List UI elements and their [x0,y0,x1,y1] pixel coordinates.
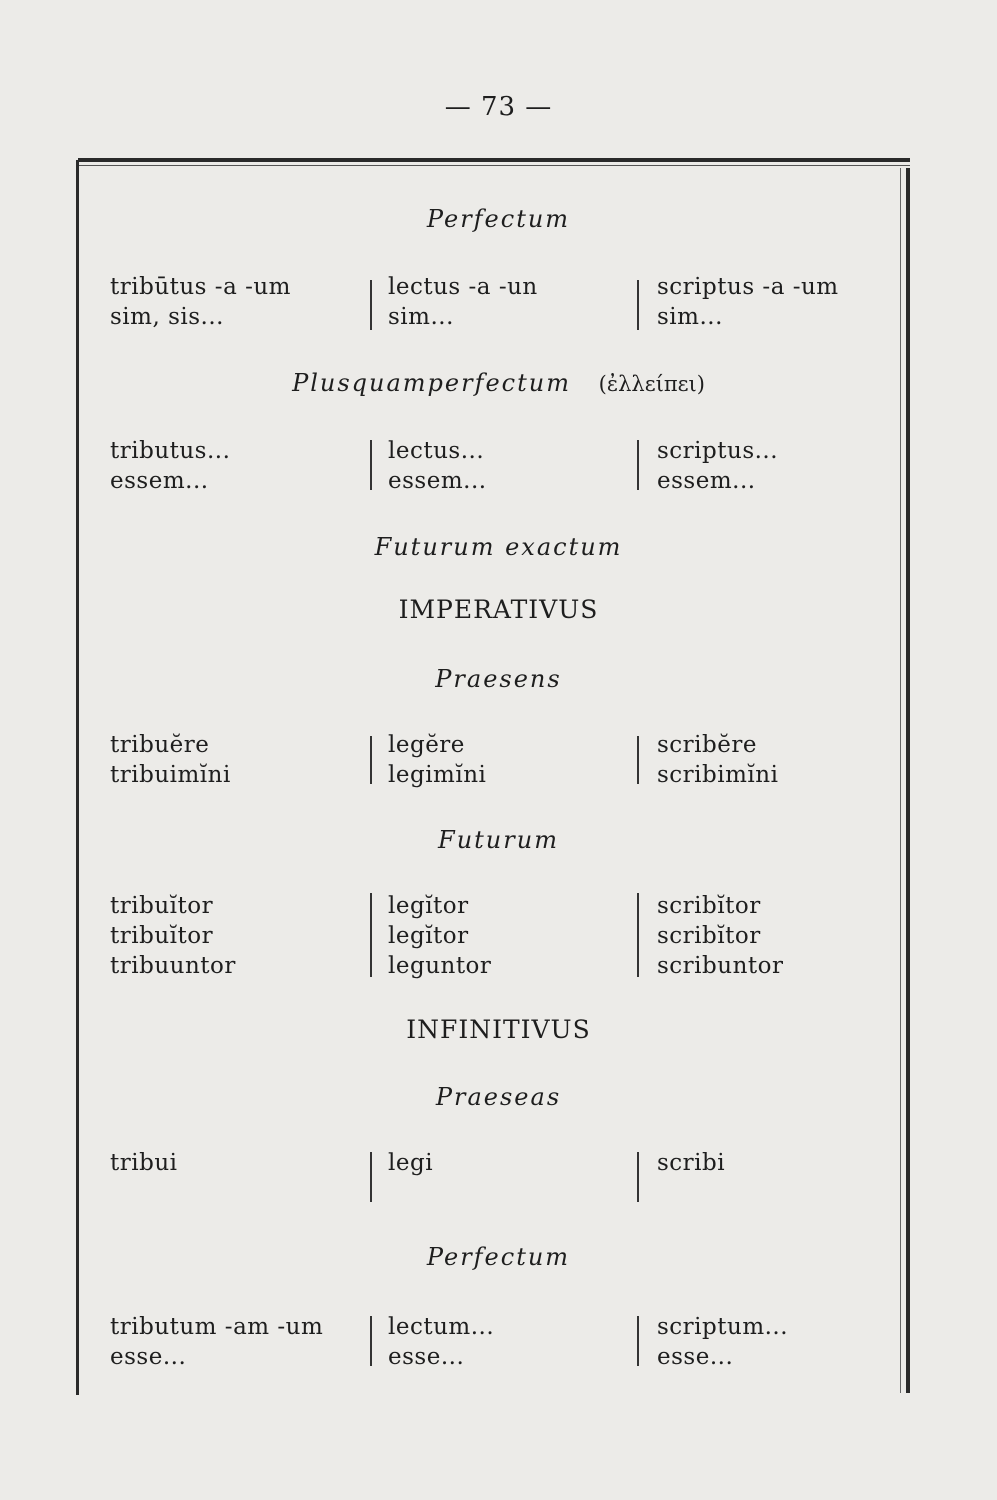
cell-text: esse... [110,1344,187,1370]
heading-perfectum-infinitivus: Perfectum [426,1243,571,1271]
right-rule [906,168,910,1393]
cell-text: tribuuntor [110,953,236,979]
cell-text: scribĕre [657,732,757,758]
heading-praesens-infinitivus: Praeseas [435,1083,562,1111]
cell-text: scriptus... [657,438,779,464]
column-separator [370,280,372,330]
cell-text: legimĭni [388,762,487,788]
cell-text: legĕre [388,732,465,758]
futurum-col3 [657,891,783,981]
futurum-col1 [110,891,236,981]
heading-futurum: Futurum [438,826,559,854]
cell-text: tributum -am -um [110,1314,324,1340]
praesens-inf-col3 [657,1148,725,1178]
praesens-col3 [657,730,778,790]
plusquam-col2 [388,436,487,496]
cell-text: tribuĭtor [110,923,214,949]
cell-text: scribi [657,1150,726,1176]
heading-perfectum: Perfectum [426,205,571,233]
heading-plusquamperfectum [0,369,997,397]
perfectum-col3 [657,272,839,332]
cell-text: essem... [388,468,487,494]
cell-text: scribuntor [657,953,784,979]
column-separator [370,1152,372,1202]
heading-futurum-exactum: Futurum exactum [374,533,623,561]
cell-text: leguntor [388,953,492,979]
cell-text: tributus... [110,438,231,464]
cell-text: tribuĭtor [110,893,214,919]
cell-text: essem... [110,468,209,494]
perfectum2-col3 [657,1312,788,1372]
cell-text: sim, sis... [110,304,224,330]
cell-text: scriptus -a -um [657,274,839,300]
perfectum-col2 [388,272,538,332]
left-rule [76,160,79,1395]
cell-text: legi [388,1150,434,1176]
column-separator [370,736,372,784]
heading-text: Plusquamperfectum [292,369,571,397]
cell-text: tribuimĭni [110,762,231,788]
top-rule-thin [78,165,910,166]
column-separator [370,440,372,490]
title-infinitivus: INFINITIVUS [406,1015,591,1044]
praesens-inf-col1 [110,1148,178,1178]
column-separator [637,440,639,490]
cell-text: scribĭtor [657,923,761,949]
cell-text: tribūtus -a -um [110,274,291,300]
praesens-inf-col2 [388,1148,433,1178]
cell-text: lectus... [388,438,485,464]
top-rule [78,158,910,162]
cell-text: scriptum... [657,1314,789,1340]
plusquam-col3 [657,436,778,496]
cell-text: esse... [388,1344,465,1370]
praesens-col2 [388,730,486,790]
column-separator [370,893,372,977]
cell-text: tribui [110,1150,178,1176]
page-number: — 73 — [444,92,553,122]
column-separator [637,736,639,784]
heading-praesens: Praesens [435,665,562,693]
column-separator [637,893,639,977]
cell-text: tribuĕre [110,732,210,758]
plusquam-col1 [110,436,230,496]
perfectum-col1 [110,272,291,332]
cell-text: sim... [388,304,454,330]
cell-text: lectum... [388,1314,495,1340]
cell-text: essem... [657,468,756,494]
column-separator [637,1316,639,1366]
cell-text: legĭtor [388,923,469,949]
praesens-col1 [110,730,231,790]
right-rule-thin [900,168,901,1393]
cell-text: scribĭtor [657,893,761,919]
cell-text: lectus -a -un [388,274,538,300]
column-separator [637,1152,639,1202]
title-imperativus: IMPERATIVUS [398,595,599,624]
perfectum2-col2 [388,1312,494,1372]
column-separator [637,280,639,330]
futurum-col2 [388,891,491,981]
cell-text: legĭtor [388,893,469,919]
perfectum2-col1 [110,1312,323,1372]
column-separator [370,1316,372,1366]
cell-text: scribimĭni [657,762,779,788]
cell-text: sim... [657,304,723,330]
greek-note: (ἐλλείπει) [598,372,705,396]
cell-text: esse... [657,1344,734,1370]
